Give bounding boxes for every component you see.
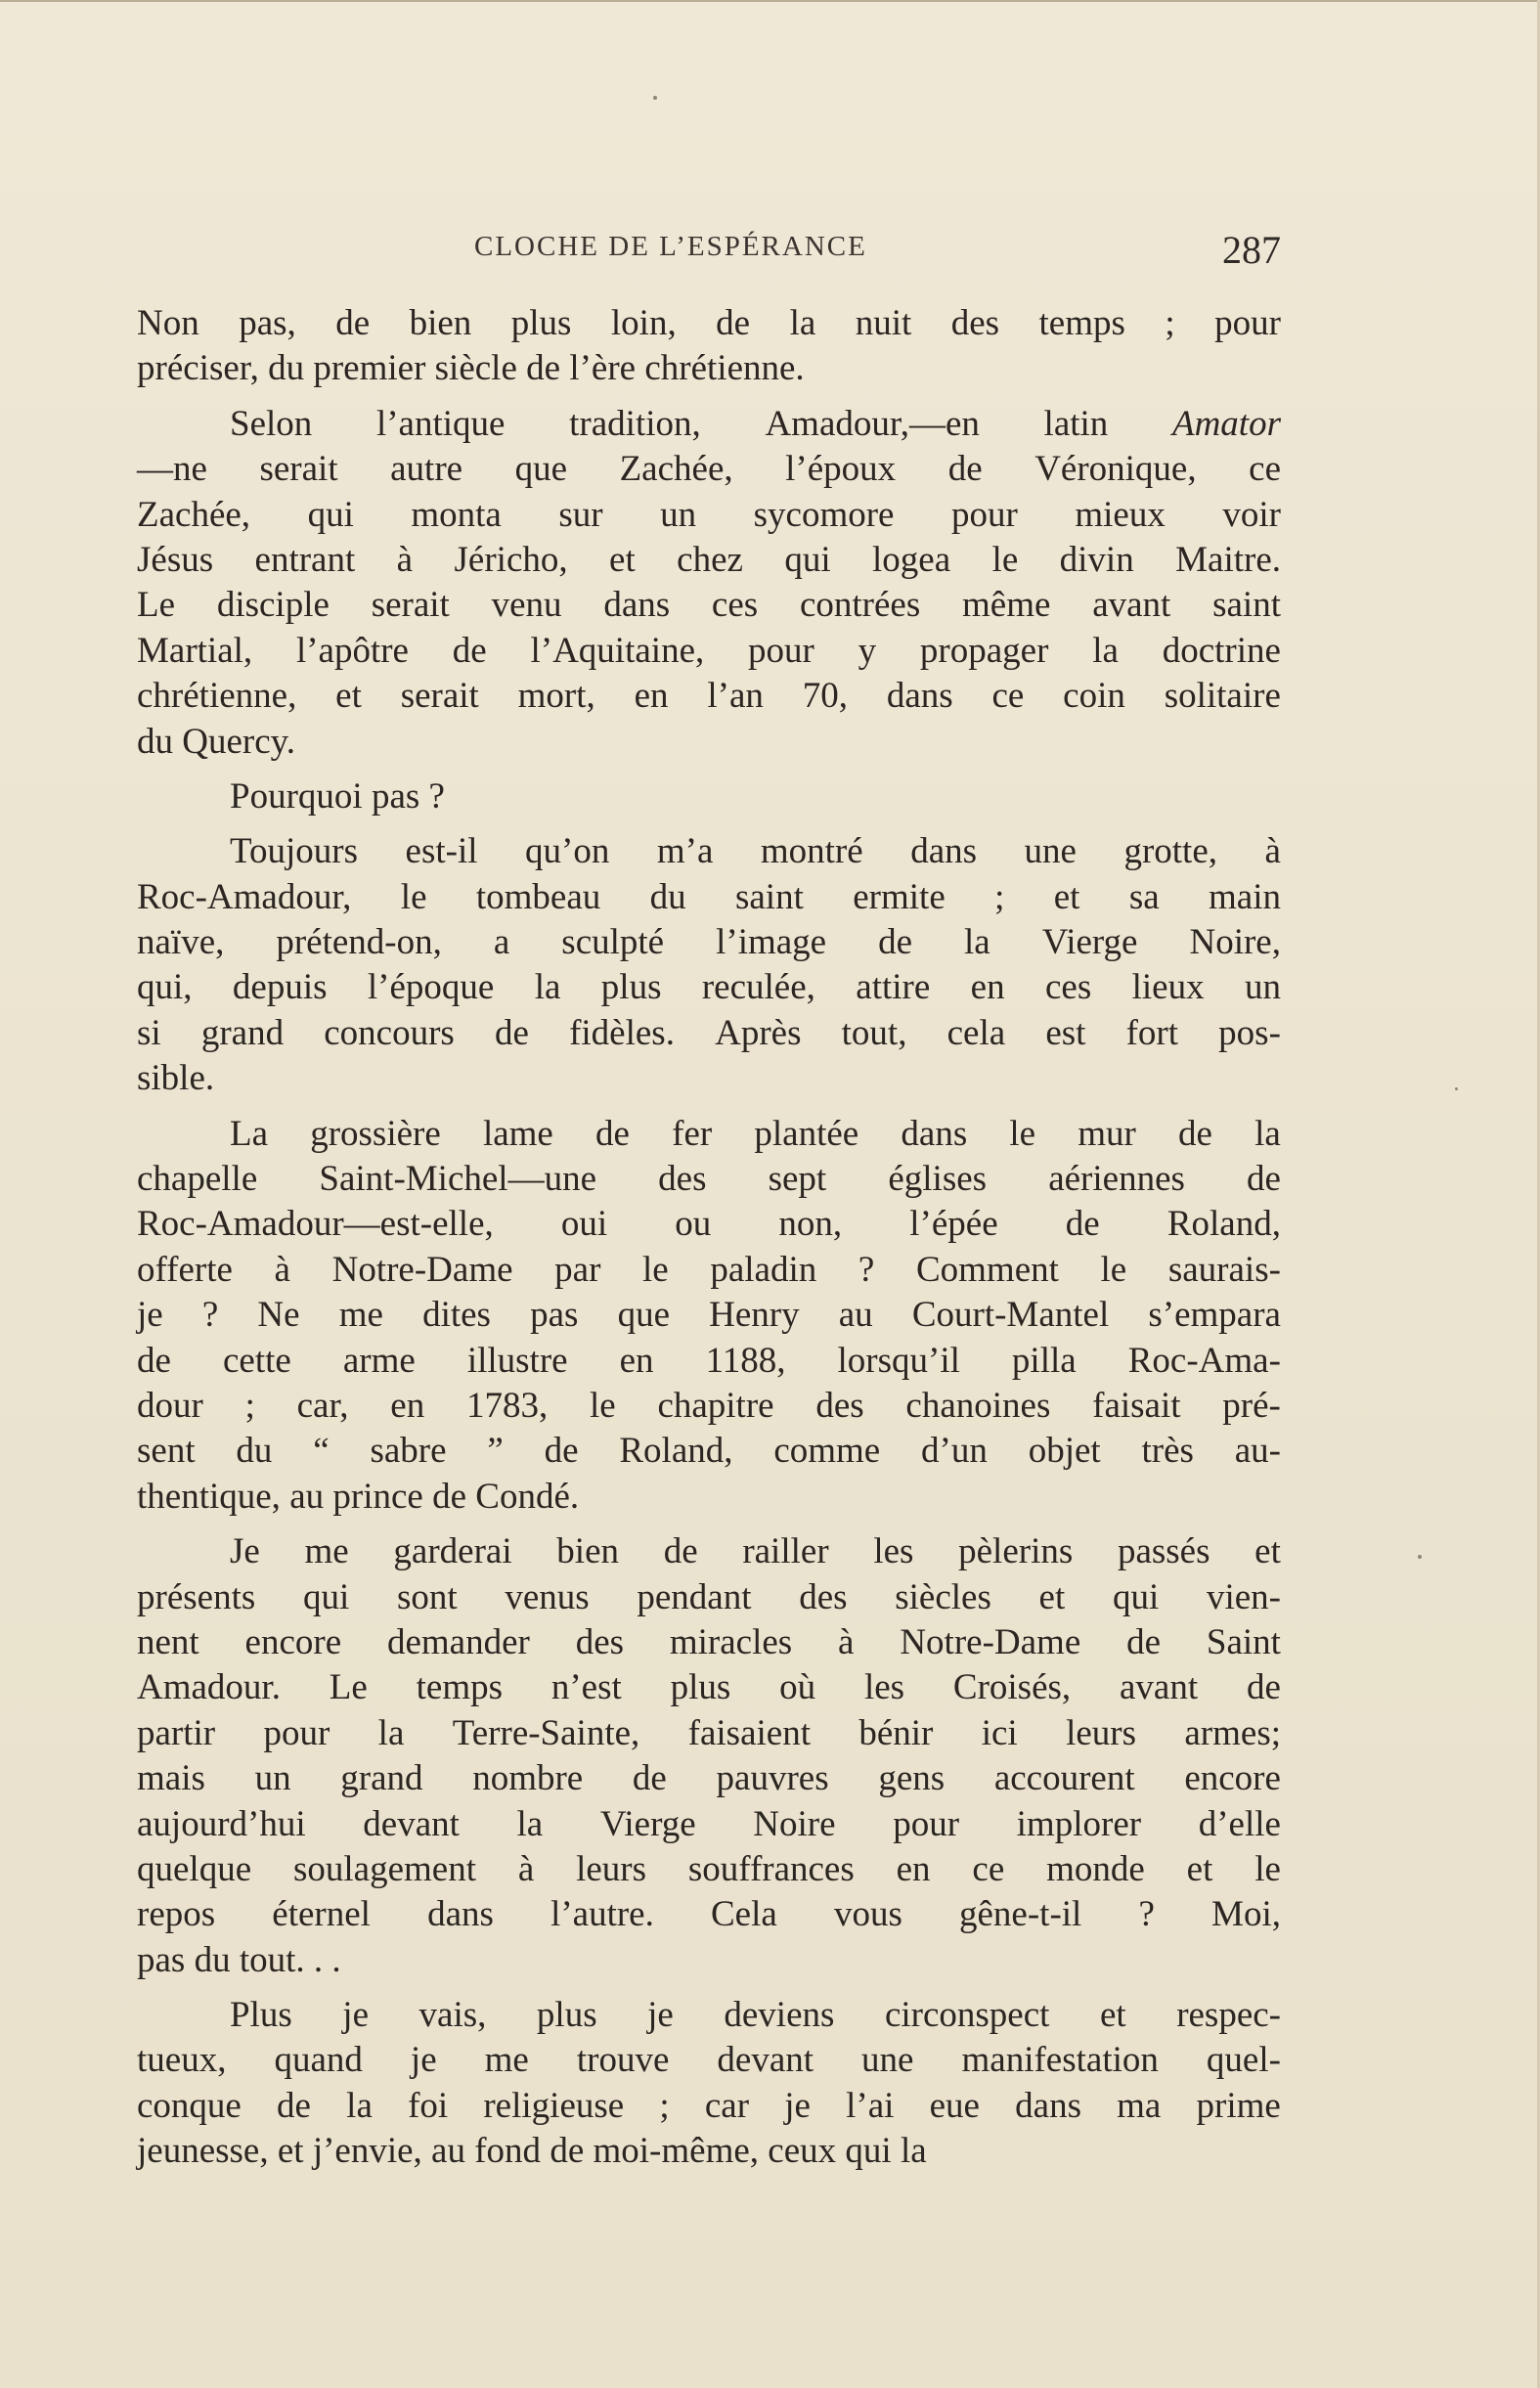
print-speck [653, 96, 657, 100]
text-line: naïve, prétend-on, a sculpté l’image de la Vierge Noire, [137, 922, 1281, 963]
paragraph-gap [137, 819, 1281, 829]
paragraph [137, 1112, 1281, 1521]
text-line: Le disciple serait venu dans ces contrées même avant saint [137, 585, 1281, 626]
page-top-border [0, 0, 1540, 2]
text-line: —ne serait autre que Zachée, l’époux de Véronique, ce [137, 449, 1281, 490]
text-line: si grand concours de fidèles. Après tout, cela est fort pos- [137, 1012, 1281, 1053]
text-line: Pourquoi pas ? [230, 775, 445, 817]
text-line: conque de la foi religieuse ; car je l’ai eue dans ma prime [137, 2085, 1281, 2126]
text-line: quelque soulagement à leurs souffrances en ce monde et le [137, 1848, 1281, 1889]
text-line: préciser, du premier siècle de l’ère chrétienne. [137, 348, 805, 389]
text-line: thentique, au prince de Condé. [137, 1476, 580, 1517]
text-line: Non pas, de bien plus loin, de la nuit des temps ; pour [137, 303, 1281, 343]
text-line: Roc-Amadour, le tombeau du saint ermite ; et sa main [137, 876, 1281, 917]
text-line: mais un grand nombre de pauvres gens accourent encore [137, 1758, 1281, 1799]
text-line: sent du “ sabre ” de Roland, comme d’un objet très au- [137, 1431, 1281, 1472]
paragraph [137, 774, 1281, 819]
text-line: Plus je vais, plus je deviens circonspect et respec- [230, 1995, 1281, 2036]
running-head [137, 227, 1281, 276]
text-line: partir pour la Terre-Sainte, faisaient bénir ici leurs armes; [137, 1712, 1281, 1753]
text-line: pas du tout. . . [137, 1939, 341, 1980]
text-line: jeunesse, et j’envie, au fond de moi-même, ceux qui la [137, 2131, 927, 2172]
text-line: chrétienne, et serait mort, en l’an 70, dans ce coin solitaire [137, 676, 1281, 717]
text-line: dour ; car, en 1783, le chapitre des chanoines faisait pré- [137, 1385, 1281, 1426]
paragraph [137, 301, 1281, 392]
text-line: du Quercy. [137, 721, 295, 762]
paragraph [137, 402, 1281, 765]
text-line: Roc-Amadour—est-elle, oui ou non, l’épée de Roland, [137, 1204, 1281, 1245]
text-line: Je me garderai bien de railler les pèlerins passés et [230, 1531, 1281, 1572]
text-line: chapelle Saint-Michel—une des sept églises aériennes de [137, 1159, 1281, 1200]
paragraph-gap [137, 1102, 1281, 1112]
text-line: Amadour. Le temps n’est plus où les Croisés, avant de [137, 1667, 1281, 1708]
text-line: nent encore demander des miracles à Notre-Dame de Saint [137, 1621, 1281, 1662]
text-line: aujourd’hui devant la Vierge Noire pour implorer d’elle [137, 1803, 1281, 1844]
paragraph [137, 1529, 1281, 1983]
paragraph-gap [137, 1520, 1281, 1529]
text-line: tueux, quand je me trouve devant une manifestation quel- [137, 2040, 1281, 2081]
paragraph-gap [137, 1983, 1281, 1993]
page-number: 287 [1222, 228, 1281, 272]
text-line: présents qui sont venus pendant des siècles et qui vien- [137, 1576, 1281, 1617]
text-line: je ? Ne me dites pas que Henry au Court-Mantel s’empara [137, 1295, 1281, 1336]
text-line: Jésus entrant à Jéricho, et chez qui logea le divin Maitre. [137, 539, 1281, 580]
text-line: repos éternel dans l’autre. Cela vous gêne-t-il ? Moi, [137, 1894, 1281, 1935]
print-speck [1455, 1087, 1458, 1090]
text-line: Toujours est-il qu’on m’a montré dans une grotte, à [230, 831, 1281, 872]
body-text [137, 301, 1281, 2175]
text-line: sible. [137, 1058, 215, 1099]
text-line: de cette arme illustre en 1188, lorsqu’il pilla Roc-Ama- [137, 1340, 1281, 1381]
text-line: La grossière lame de fer plantée dans le mur de la [230, 1113, 1281, 1154]
paragraph [137, 1993, 1281, 2175]
text-line: offerte à Notre-Dame par le paladin ? Comment le saurais- [137, 1249, 1281, 1290]
paragraph-gap [137, 392, 1281, 402]
text-line: Selon l’antique tradition, Amadour,—en latin Amator [230, 403, 1281, 444]
paragraph [137, 829, 1281, 1101]
text-line: Zachée, qui monta sur un sycomore pour mieux voir [137, 494, 1281, 535]
paragraph-gap [137, 765, 1281, 774]
running-title: CLOCHE DE L’ESPÉRANCE [474, 231, 867, 262]
print-speck [1418, 1555, 1422, 1559]
text-line: Martial, l’apôtre de l’Aquitaine, pour y propager la doctrine [137, 630, 1281, 671]
text-line: qui, depuis l’époque la plus reculée, attire en ces lieux un [137, 967, 1281, 1008]
